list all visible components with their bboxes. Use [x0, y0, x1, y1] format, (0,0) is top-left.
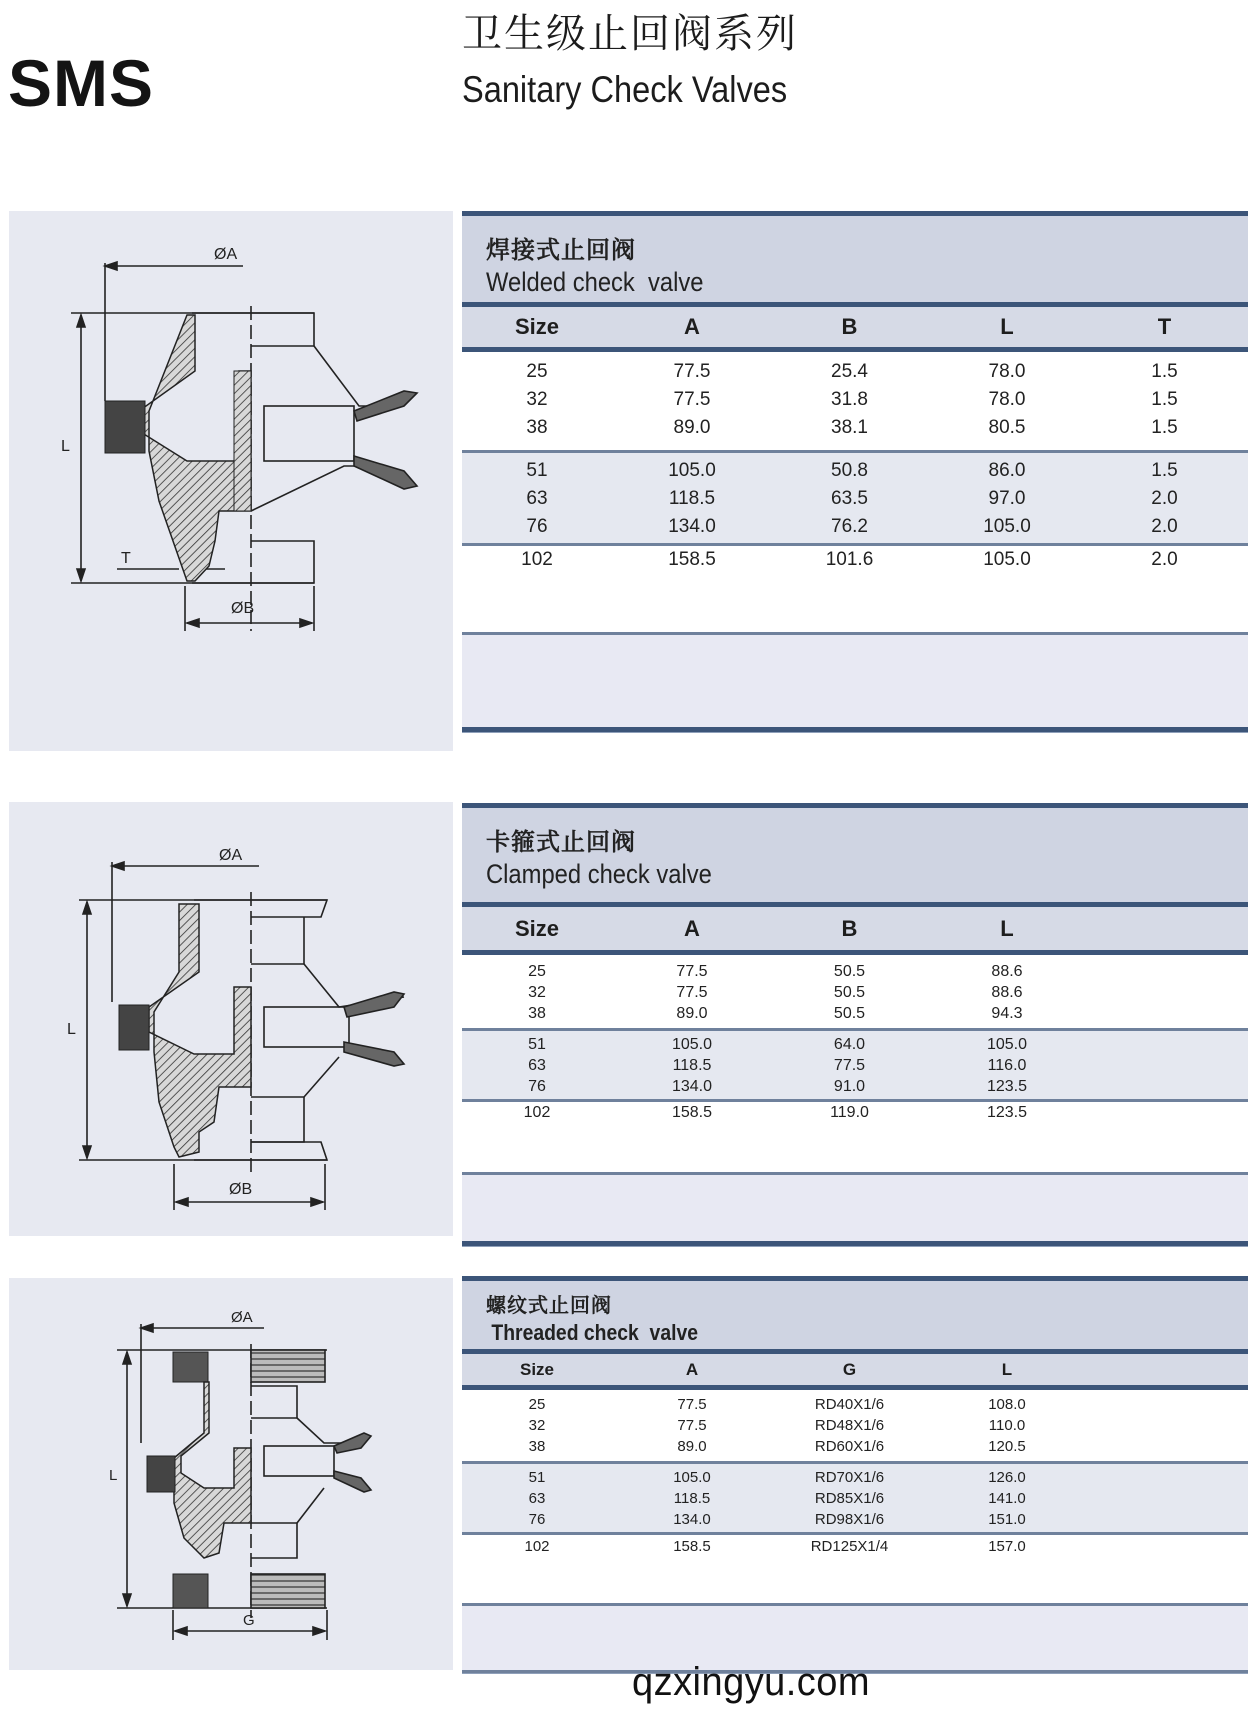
svg-text:L: L — [61, 438, 70, 455]
caption-cn: 焊接式止回阀 — [486, 236, 636, 264]
svg-text:L: L — [67, 1021, 76, 1038]
table-row: 102 158.5 101.6 105.0 2.0 — [521, 549, 1178, 570]
col-header: Size — [514, 915, 560, 941]
welded-spec-table — [462, 211, 1248, 732]
col-header: L — [1001, 1359, 1013, 1379]
table-row: 63 118.5 RD85X1/6 141.0 — [528, 1490, 1026, 1507]
table-row: 76 134.0 91.0 123.5 — [528, 1077, 1028, 1095]
svg-text:G: G — [243, 1612, 255, 1629]
svg-text:L: L — [109, 1467, 118, 1484]
table-caption — [462, 216, 1248, 302]
table-row: 51 105.0 50.8 86.0 1.5 — [526, 460, 1178, 481]
table-caption — [462, 808, 1248, 902]
table-row: 76 134.0 76.2 105.0 2.0 — [526, 516, 1178, 537]
threaded-check-valve-drawing-icon — [9, 1278, 453, 1670]
col-header: T — [1157, 314, 1172, 339]
svg-text:ØB: ØB — [231, 600, 255, 617]
table-row: 25 77.5 RD40X1/6 108.0 — [528, 1396, 1026, 1413]
svg-text:ØA: ØA — [231, 1309, 253, 1326]
watermark-url: qzxingyu.com — [632, 1660, 871, 1704]
svg-text:ØB: ØB — [229, 1181, 253, 1198]
caption-en: Welded check valve — [486, 267, 704, 297]
table-row: 38 89.0 RD60X1/6 120.5 — [528, 1438, 1026, 1455]
table-header — [462, 307, 1248, 347]
svg-text:ØA: ØA — [219, 847, 243, 864]
col-header: A — [685, 1359, 699, 1379]
table-row: 32 77.5 31.8 78.0 1.5 — [526, 389, 1178, 410]
svg-text:ØA: ØA — [214, 246, 238, 263]
welded-valve-drawing — [9, 211, 453, 751]
page-title-cn: 卫生级止回阀系列 — [462, 11, 798, 57]
table-header — [462, 1354, 1248, 1385]
table-row: 25 77.5 25.4 78.0 1.5 — [526, 361, 1178, 382]
table-row: 51 105.0 RD70X1/6 126.0 — [528, 1469, 1026, 1486]
table-row: 102 158.5 RD125X1/4 157.0 — [524, 1537, 1026, 1555]
svg-text:T: T — [121, 550, 131, 567]
table-row: 63 118.5 63.5 97.0 2.0 — [526, 488, 1178, 509]
caption-cn: 卡箍式止回阀 — [486, 828, 636, 856]
table-row: 32 77.5 RD48X1/6 110.0 — [528, 1417, 1026, 1434]
table-row: 25 77.5 50.5 88.6 — [528, 962, 1023, 980]
col-header: G — [842, 1359, 857, 1379]
threaded-spec-table — [462, 1276, 1248, 1673]
table-row: 63 118.5 77.5 116.0 — [528, 1056, 1027, 1074]
page-title-en: Sanitary Check Valves — [462, 69, 788, 110]
table-row: 102 158.5 119.0 123.5 — [523, 1104, 1028, 1121]
col-header: L — [1000, 915, 1014, 941]
col-header: A — [684, 915, 700, 941]
table-row: 38 89.0 50.5 94.3 — [528, 1004, 1023, 1022]
table-row: 51 105.0 64.0 105.0 — [528, 1035, 1028, 1053]
table-caption — [462, 1281, 1248, 1349]
brand-logo: SMS — [8, 46, 155, 120]
col-header: L — [1000, 314, 1014, 339]
col-header: A — [684, 314, 700, 339]
col-header: Size — [519, 1359, 555, 1379]
table-row: 32 77.5 50.5 88.6 — [528, 983, 1023, 1001]
clamped-valve-drawing — [9, 802, 453, 1236]
welded-check-valve-drawing-icon — [9, 211, 453, 751]
col-header: B — [841, 915, 858, 941]
clamped-spec-table — [462, 803, 1248, 1246]
clamped-check-valve-drawing-icon — [9, 802, 453, 1236]
table-row: 76 134.0 RD98X1/6 151.0 — [528, 1511, 1026, 1528]
caption-en: Clamped check valve — [486, 859, 712, 889]
table-header — [462, 907, 1248, 950]
threaded-valve-drawing — [9, 1278, 453, 1670]
table-row: 38 89.0 38.1 80.5 1.5 — [526, 417, 1178, 438]
col-header: Size — [514, 314, 560, 339]
col-header: B — [841, 314, 858, 339]
caption-cn: 螺纹式止回阀 — [486, 1293, 612, 1317]
caption-en: Threaded check valve — [486, 1320, 698, 1345]
